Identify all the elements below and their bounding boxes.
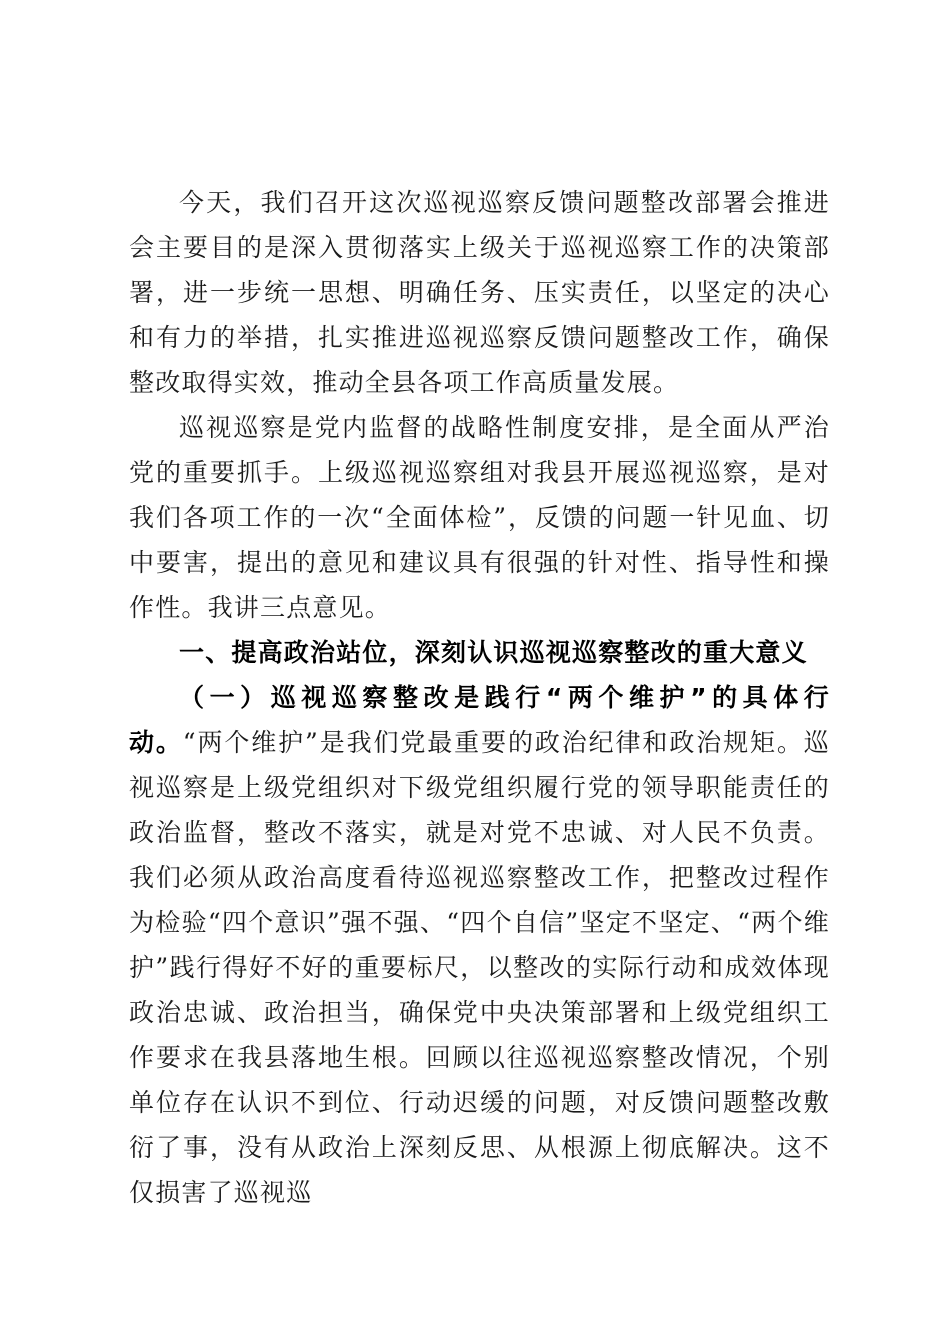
paragraph-background: 巡视巡察是党内监督的战略性制度安排，是全面从严治党的重要抓手。上级巡视巡察组对我县开展巡视巡察，是对我们各项工作的一次“全面体检”，反馈的问题一针见血、切中要害，提出的意见和建议具有很强的针对性、指导性和操作性。我讲三点意见。 [129,413,830,622]
paragraph-intro: 今天，我们召开这次巡视巡察反馈问题整改部署会推进会主要目的是深入贯彻落实上级关于巡视巡察工作的决策部署，进一步统一思想、明确任务、压实责任，以坚定的决心和有力的举措，扎实推进巡视巡察反馈问题整改工作，确保整改取得实效，推动全县各项工作高质量发展。 [129,188,830,397]
section-heading-1: 一、提高政治站位，深刻认识巡视巡察整改的重大意义 [179,638,808,667]
subsection-heading-1: （一）巡视巡察整改是践行“两个维护”的具体行动。 [129,683,830,757]
document-body [129,180,830,1215]
subsection-body-1: “两个维护”是我们党最重要的政治纪律和政治规矩。巡视巡察是上级党组织对下级党组织履行党的领导职能责任的政治监督，整改不落实，就是对党不忠诚、对人民不负责。我们必须从政治高度看待巡视巡察整改工作，把整改过程作为检验“四个意识”强不强、“四个自信”坚定不坚定、“两个维护”践行得好不好的重要标尺，以整改的实际行动和成效体现政治忠诚、政治担当，确保党中央决策部署和上级党组织工作要求在我县落地生根。回顾以往巡视巡察整改情况，个别单位存在认识不到位、行动迟缓的问题，对反馈问题整改敷衍了事，没有从政治上深刻反思、从根源上彻底解决。这不仅损害了巡视巡 [129,728,830,1207]
paragraph-subsection-1 [129,675,830,1215]
